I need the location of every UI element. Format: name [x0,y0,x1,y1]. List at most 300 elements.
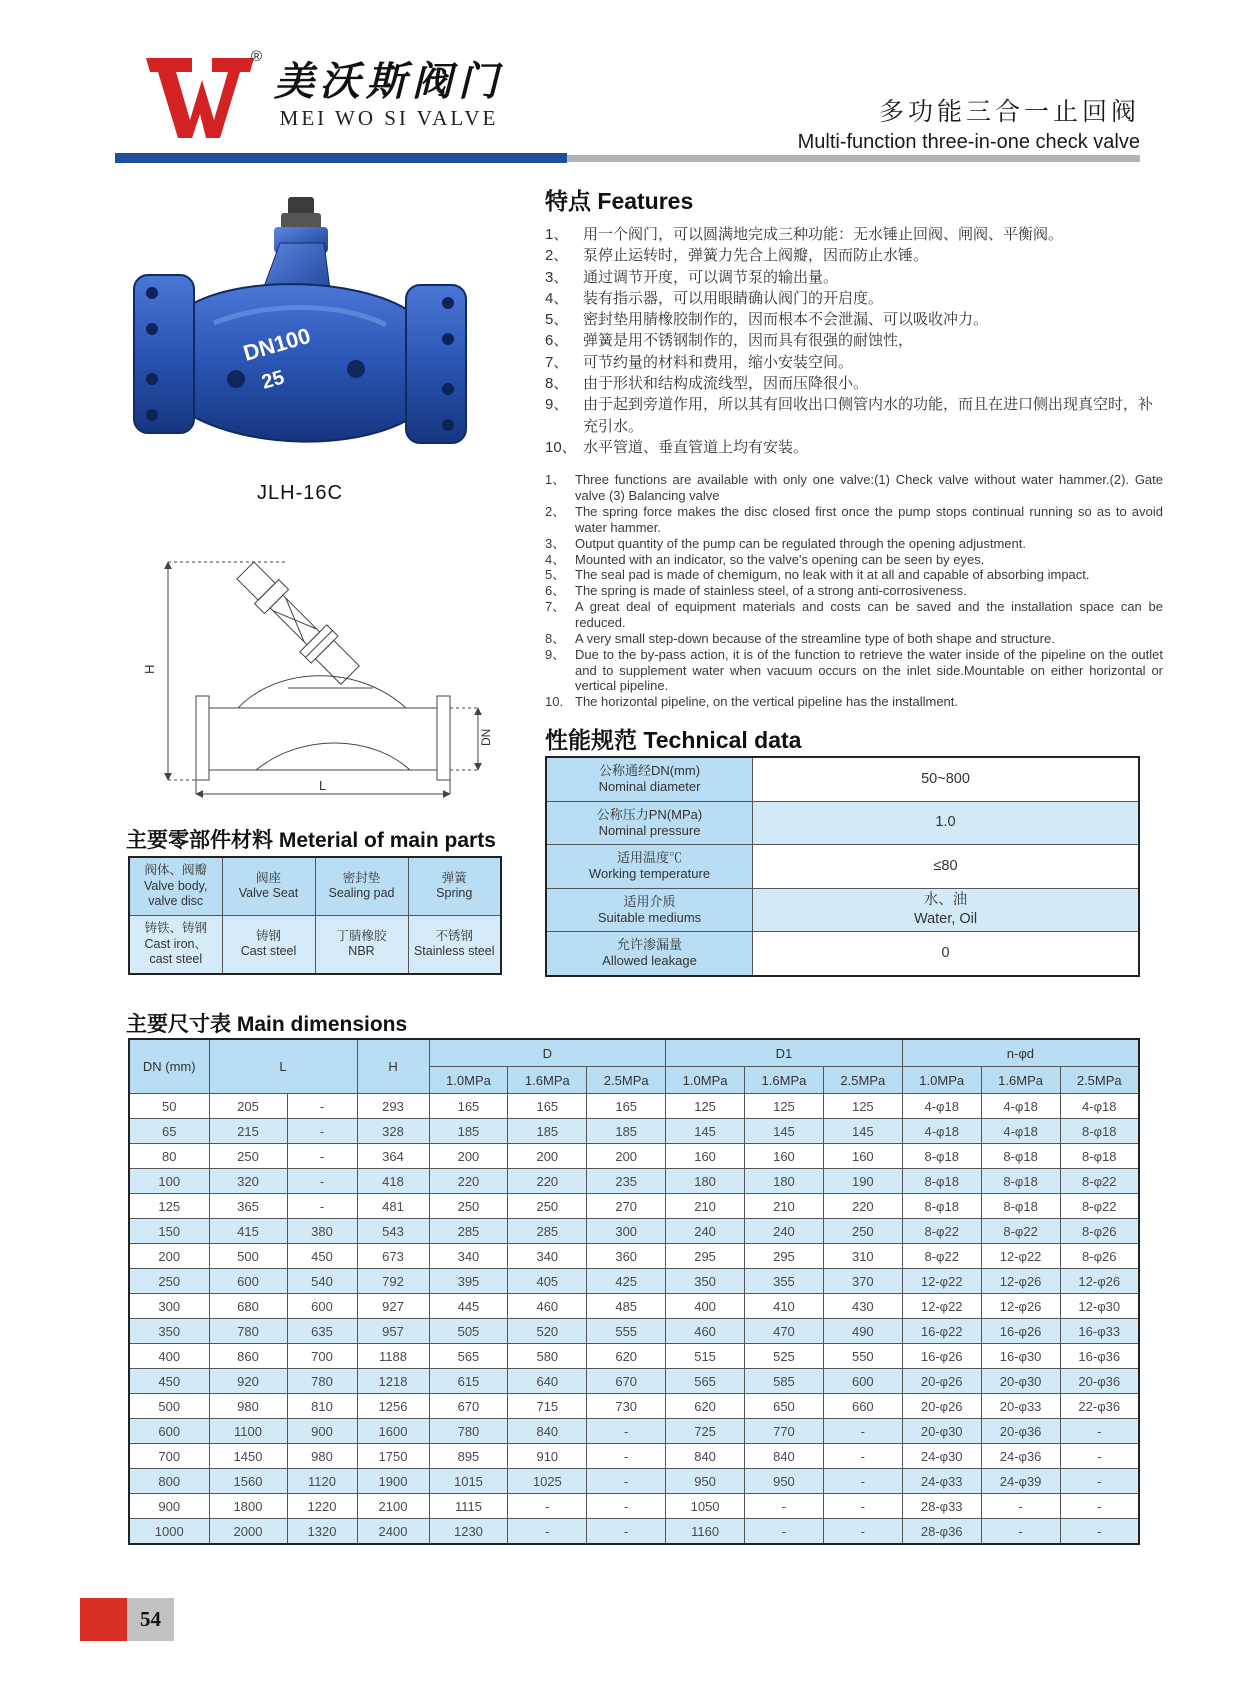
dim-data-row [129,1319,1139,1344]
feature-item-cn [545,267,1163,288]
photo-marking-size: 25 [259,366,287,394]
dim-data-row [129,1394,1139,1419]
dim-data-cell: 145 [666,1119,745,1144]
dim-data-cell: 450 [287,1244,357,1269]
tech-row-value [753,845,1140,889]
dim-data-cell: 980 [209,1394,287,1419]
dim-data-cell: 780 [209,1319,287,1344]
tech-value-line: ≤80 [933,857,958,874]
dim-data-cell: 1160 [666,1519,745,1545]
section-title-features: 特点 Features [545,188,694,214]
dim-data-cell: - [823,1494,902,1519]
divider-gray-bar [567,155,1140,162]
dim-data-row [129,1469,1139,1494]
feature-item-en-text: Three functions are available with only one valve:(1) Check valve without water hammer.(2). Gate valve (3) Balancing valve [575,472,1163,504]
dim-data-cell: 16-φ22 [902,1319,981,1344]
dim-data-cell: 20-φ30 [981,1369,1060,1394]
dim-data-cell: 2000 [209,1519,287,1545]
dim-data-cell: 780 [429,1419,508,1444]
tech-value-line: 0 [941,944,950,961]
dim-data-cell: 270 [587,1194,666,1219]
dim-data-cell: 12-φ26 [1060,1269,1139,1294]
tech-label-en: Suitable mediums [597,909,702,925]
feature-item-en-number: 5、 [545,567,566,583]
section-title-dimensions: 主要尺寸表 Main dimensions [126,1013,408,1036]
dim-data-cell: 8-φ18 [981,1194,1060,1219]
materials-header-en: Spring [436,886,473,901]
product-title-cn: 多功能三合一止回阀 [878,98,1140,126]
feature-item-cn-number: 2、 [545,247,569,265]
feature-item-en [545,583,1163,599]
dimension-drawing [138,518,510,806]
dim-data-cell: - [823,1419,902,1444]
dim-data-cell: 160 [745,1144,824,1169]
registered-symbol: ® [250,48,262,65]
dim-data-cell: 485 [587,1294,666,1319]
dim-data-row [129,1144,1139,1169]
dim-data-cell: 425 [587,1269,666,1294]
feature-item-en-text: Mounted with an indicator, so the valve's opening can be seen by eyes. [575,551,985,567]
dim-col-d1: D1 [666,1039,903,1067]
dim-data-cell: 810 [287,1394,357,1419]
feature-item-en [545,536,1163,552]
materials-value-cell [222,915,315,973]
model-label: JLH-16C [257,482,343,504]
dim-data-cell: - [287,1119,357,1144]
dim-col-pressure: 1.0MPa [429,1067,508,1094]
tech-row [546,801,1139,845]
dim-data-cell: 525 [745,1344,824,1369]
materials-header-en: Sealing pad [328,886,395,901]
dim-data-cell: 1218 [357,1369,429,1394]
dim-col-pressure: 2.5MPa [823,1067,902,1094]
product-title-en: Multi-function three-in-one check valve [797,131,1140,153]
dim-data-cell: 8-φ22 [981,1219,1060,1244]
dim-data-cell: 12-φ26 [981,1269,1060,1294]
feature-item-en-number: 2、 [545,503,566,519]
dim-data-cell: 20-φ26 [902,1369,981,1394]
w-logo-icon [142,50,260,142]
dim-data-cell: 4-φ18 [981,1119,1060,1144]
dim-data-row [129,1494,1139,1519]
dim-data-cell: 185 [508,1119,587,1144]
dim-data-cell: 250 [429,1194,508,1219]
materials-header-cn: 密封垫 [342,870,381,885]
product-title [798,92,1140,154]
feature-item-en-number: 8、 [545,630,566,646]
dim-data-cell: 12-φ22 [902,1269,981,1294]
feature-item-en [545,567,1163,583]
dim-data-cell: 160 [823,1144,902,1169]
dim-data-cell: 300 [587,1219,666,1244]
dim-data-cell: 380 [287,1219,357,1244]
feature-item-cn [545,224,1163,245]
feature-item-cn [545,330,1163,351]
dim-data-cell: 600 [287,1294,357,1319]
technical-data-table [545,756,1140,977]
dim-data-cell: 1188 [357,1344,429,1369]
tech-row-value [753,888,1140,932]
dim-data-cell: 460 [508,1294,587,1319]
dim-data-row [129,1444,1139,1469]
dim-col-l: L [209,1039,357,1094]
dim-data-cell: 543 [357,1219,429,1244]
dim-data-cell: 520 [508,1319,587,1344]
dim-data-cell: - [587,1519,666,1545]
dim-data-cell: 415 [209,1219,287,1244]
tech-label-cn: 适用温度℃ [616,850,682,865]
dim-data-cell: 160 [666,1144,745,1169]
dim-data-cell: 895 [429,1444,508,1469]
dim-data-cell: 364 [357,1144,429,1169]
features-list-cn [545,224,1163,458]
dim-data-cell: 300 [129,1294,209,1319]
dim-data-cell: 24-φ30 [902,1444,981,1469]
materials-value-cn: 不锈钢 [435,928,473,943]
dim-data-row [129,1294,1139,1319]
feature-item-en-number: 4、 [545,551,566,567]
dim-data-cell: 1120 [287,1469,357,1494]
materials-header-cell [315,857,408,915]
dim-data-cell: 250 [129,1269,209,1294]
dim-data-cell: 4-φ18 [902,1094,981,1119]
dim-data-cell: 190 [823,1169,902,1194]
dim-data-cell: 400 [666,1294,745,1319]
dim-data-cell: 200 [587,1144,666,1169]
dim-col-h: H [357,1039,429,1094]
feature-item-en [545,694,1163,710]
dim-data-cell: 340 [508,1244,587,1269]
dim-data-cell: 16-φ26 [902,1344,981,1369]
dim-data-cell: 4-φ18 [902,1119,981,1144]
materials-header-cell [408,857,501,915]
materials-value-en: NBR [348,944,375,959]
dim-data-cell: 650 [745,1394,824,1419]
dim-data-cell: 430 [823,1294,902,1319]
feature-item-en-number: 1、 [545,472,566,488]
dim-data-cell: - [508,1494,587,1519]
dim-data-cell: 680 [209,1294,287,1319]
feature-item-en [545,631,1163,647]
dim-data-cell: 555 [587,1319,666,1344]
dim-data-cell: 620 [666,1394,745,1419]
feature-item-cn-number: 5、 [545,311,569,329]
dim-data-cell: 1100 [209,1419,287,1444]
tech-row [546,932,1139,976]
dim-data-cell: 220 [508,1169,587,1194]
dim-data-cell: 250 [209,1144,287,1169]
feature-item-en-text: The seal pad is made of chemigum, no leak with it at all and capable of absorbing impact. [575,567,1090,583]
feature-item-en-text: The horizontal pipeline, on the vertical pipeline has the installment. [575,694,959,710]
dim-data-cell: 165 [508,1094,587,1119]
dim-data-cell: 28-φ36 [902,1519,981,1545]
dim-data-cell: - [1060,1444,1139,1469]
dim-data-cell: 28-φ33 [902,1494,981,1519]
dim-data-cell: 670 [429,1394,508,1419]
dim-data-cell: - [981,1519,1060,1545]
dim-label-l: L [319,778,327,793]
feature-item-cn-text: 可节约量的材料和费用，缩小安装空间。 [583,353,854,371]
dim-data-cell: 150 [129,1219,209,1244]
dim-data-cell: - [587,1469,666,1494]
dim-data-cell: 470 [745,1319,824,1344]
materials-table [128,856,502,975]
dim-data-cell: 770 [745,1419,824,1444]
feature-item-en [545,647,1163,695]
dim-data-cell: 730 [587,1394,666,1419]
dim-data-cell: 950 [666,1469,745,1494]
dim-data-cell: 405 [508,1269,587,1294]
tech-label-en: Working temperature [588,866,711,882]
dim-data-cell: 185 [429,1119,508,1144]
dim-data-cell: 580 [508,1344,587,1369]
features-list-en [545,472,1163,710]
dim-data-cell: 285 [508,1219,587,1244]
dim-data-cell: 125 [745,1094,824,1119]
feature-item-cn-text: 用一个阀门，可以圆满地完成三种功能：无水锤止回阀、闸阀、平衡阀。 [583,226,1064,243]
dim-data-row [129,1244,1139,1269]
header-divider [115,153,1140,163]
dim-data-cell: 8-φ18 [981,1144,1060,1169]
dim-data-cell: 16-φ30 [981,1344,1060,1369]
dim-data-cell: 920 [209,1369,287,1394]
feature-item-cn-number: 6、 [545,332,569,350]
feature-item-en-number: 7、 [545,599,566,615]
tech-row-value [753,757,1140,801]
dim-data-cell: 350 [129,1319,209,1344]
dim-data-cell: 355 [745,1269,824,1294]
dim-data-cell: 700 [287,1344,357,1369]
dim-data-cell: 600 [209,1269,287,1294]
dim-data-row [129,1194,1139,1219]
dim-data-cell: 900 [129,1494,209,1519]
dim-data-cell: - [587,1494,666,1519]
dim-data-cell: 900 [287,1419,357,1444]
dim-data-cell: 600 [823,1369,902,1394]
dim-data-cell: 840 [666,1444,745,1469]
dim-data-cell: 20-φ36 [1060,1369,1139,1394]
dim-col-nphid: n-φd [902,1039,1139,1067]
dim-data-cell: 240 [666,1219,745,1244]
dim-data-cell: 235 [587,1169,666,1194]
materials-value-en: Cast steel [240,944,297,959]
dim-data-cell: 12-φ26 [981,1294,1060,1319]
materials-value-cell [408,915,501,973]
materials-value-cell [129,915,222,973]
materials-header-cn: 弹簧 [441,870,467,885]
page-number: 54 [127,1598,174,1641]
dim-data-cell: 660 [823,1394,902,1419]
dim-data-row [129,1119,1139,1144]
feature-item-cn-number: 1、 [545,226,569,243]
product-photo [118,183,482,479]
dim-data-cell: 500 [129,1394,209,1419]
dim-data-cell: 1900 [357,1469,429,1494]
dim-data-cell: 16-φ36 [1060,1344,1139,1369]
dim-col-pressure: 1.0MPa [666,1067,745,1094]
dim-data-cell: 515 [666,1344,745,1369]
dim-data-cell: 200 [129,1244,209,1269]
feature-item-en-number: 9、 [545,646,566,662]
dim-data-cell: 1230 [429,1519,508,1545]
materials-header-en: Valve Seat [238,886,299,901]
feature-item-en [545,472,1163,504]
dim-data-cell: 725 [666,1419,745,1444]
materials-header-cn: 阀体、阀瓣 [144,863,207,877]
dim-data-cell: 50 [129,1094,209,1119]
feature-item-cn-number: 3、 [545,268,569,286]
dim-data-cell: 615 [429,1369,508,1394]
logo-mark-icon [142,50,260,142]
dim-data-cell: 840 [508,1419,587,1444]
dim-data-cell: 400 [129,1344,209,1369]
feature-item-cn [545,288,1163,309]
dim-data-cell: 715 [508,1394,587,1419]
dim-data-row [129,1094,1139,1119]
dim-data-cell: 500 [209,1244,287,1269]
dim-data-cell: 12-φ30 [1060,1294,1139,1319]
brand-names [274,60,504,131]
tech-row [546,757,1139,801]
dim-data-cell: 12-φ22 [981,1244,1060,1269]
tech-row-value [753,801,1140,845]
tech-row-value [753,932,1140,976]
dim-data-row [129,1519,1139,1545]
dim-data-cell: 328 [357,1119,429,1144]
feature-item-en-text: A great deal of equipment materials and costs can be saved and the installation space can be reduced. [575,599,1163,630]
section-title-technical-data: 性能规范 Technical data [545,727,802,753]
tech-label-en: Allowed leakage [602,953,697,969]
dim-data-cell: 185 [587,1119,666,1144]
dim-data-cell: 418 [357,1169,429,1194]
dim-data-cell: 1000 [129,1519,209,1545]
dim-data-cell: - [823,1469,902,1494]
dim-data-cell: 205 [209,1094,287,1119]
dim-data-cell: 220 [429,1169,508,1194]
dim-data-cell: 125 [823,1094,902,1119]
dim-data-cell: 673 [357,1244,429,1269]
dim-col-pressure: 1.6MPa [745,1067,824,1094]
dim-data-cell: 295 [745,1244,824,1269]
dim-data-cell: 8-φ22 [1060,1194,1139,1219]
dim-data-cell: 8-φ18 [1060,1144,1139,1169]
dim-data-cell: 980 [287,1444,357,1469]
feature-item-cn [545,394,1163,437]
dim-data-cell: 1220 [287,1494,357,1519]
dim-data-cell: 370 [823,1269,902,1294]
dim-data-cell: 2100 [357,1494,429,1519]
feature-item-cn-text: 水平管道、垂直管道上均有安装。 [583,438,809,456]
tech-row-label [546,757,753,801]
dim-data-cell: 481 [357,1194,429,1219]
tech-label-en: Nominal pressure [598,822,701,838]
tech-row-label [546,845,753,889]
dim-col-pressure: 2.5MPa [587,1067,666,1094]
dim-data-row [129,1269,1139,1294]
dim-data-row [129,1344,1139,1369]
dim-label-h: H [142,664,157,674]
dim-data-cell: 125 [129,1194,209,1219]
materials-header-en: Valve body, valve disc [144,878,208,909]
dim-data-cell: 20-φ33 [981,1394,1060,1419]
feature-item-en-text: The spring is made of stainless steel, of a strong anti-corrosiveness. [575,583,967,599]
dim-data-cell: 910 [508,1444,587,1469]
dim-data-cell: 293 [357,1094,429,1119]
dim-data-cell: - [823,1444,902,1469]
feature-item-cn [545,373,1163,394]
dim-data-cell: 620 [587,1344,666,1369]
tech-value-line: 1.0 [935,814,956,831]
dim-data-cell: - [745,1494,824,1519]
materials-value-row [129,915,501,973]
dim-data-cell: 100 [129,1169,209,1194]
dim-data-cell: 8-φ26 [1060,1244,1139,1269]
dim-data-cell: 1450 [209,1444,287,1469]
feature-item-cn-number: 9、 [545,396,569,414]
dim-data-cell: 340 [429,1244,508,1269]
feature-item-cn [545,245,1163,266]
dim-data-cell: 1750 [357,1444,429,1469]
dim-data-cell: - [287,1194,357,1219]
tech-value-line: 50~800 [921,770,970,787]
dim-data-cell: 240 [745,1219,824,1244]
feature-item-en [545,552,1163,568]
feature-item-cn [545,437,1163,458]
dim-data-cell: 860 [209,1344,287,1369]
dim-data-cell: 165 [587,1094,666,1119]
dim-data-cell: 8-φ18 [1060,1119,1139,1144]
dim-data-cell: 1600 [357,1419,429,1444]
photo-marking-dn: DN100 [240,322,314,366]
dim-col-d: D [429,1039,666,1067]
feature-item-cn-text: 泵停止运转时，弹簧力先合上阀瓣，因而防止水锤。 [583,247,929,265]
tech-label-cn: 公称压力PN(MPa) [596,806,703,822]
feature-item-cn-text: 装有指示器，可以用眼睛确认阀门的开启度。 [583,289,884,307]
dim-data-cell: 250 [823,1219,902,1244]
materials-value-cell [315,915,408,973]
dim-data-cell: 145 [745,1119,824,1144]
dim-data-cell: 1256 [357,1394,429,1419]
feature-item-cn-number: 7、 [545,353,569,371]
tech-label-cn: 公称通经DN(mm) [598,763,701,778]
dim-data-cell: 505 [429,1319,508,1344]
dim-data-cell: 165 [429,1094,508,1119]
divider-blue-bar [115,153,567,163]
materials-value-cn: 铸铁、铸钢 [144,920,207,935]
dim-data-row [129,1219,1139,1244]
dim-col-pressure: 2.5MPa [1060,1067,1139,1094]
dim-data-cell: 840 [745,1444,824,1469]
brand-name-en: MEI WO SI VALVE [279,106,499,130]
materials-header-row [129,857,501,915]
dim-data-cell: 220 [823,1194,902,1219]
dim-data-cell: - [287,1144,357,1169]
dim-data-cell: 22-φ36 [1060,1394,1139,1419]
dim-data-cell: 8-φ22 [1060,1169,1139,1194]
feature-item-en-text: The spring force makes the disc closed first once the pump stops continual running so as to avoid water hammer. [575,503,1163,535]
dim-data-cell: 410 [745,1294,824,1319]
tech-value-line: 水、油 [923,891,968,908]
dim-data-cell: 200 [508,1144,587,1169]
dim-data-cell: 125 [666,1094,745,1119]
dim-data-cell: 950 [745,1469,824,1494]
tech-row [546,888,1139,932]
dim-data-cell: 1050 [666,1494,745,1519]
dim-data-cell: - [823,1519,902,1545]
dim-data-cell: 320 [209,1169,287,1194]
dim-data-cell: 180 [745,1169,824,1194]
dim-data-cell: - [1060,1469,1139,1494]
